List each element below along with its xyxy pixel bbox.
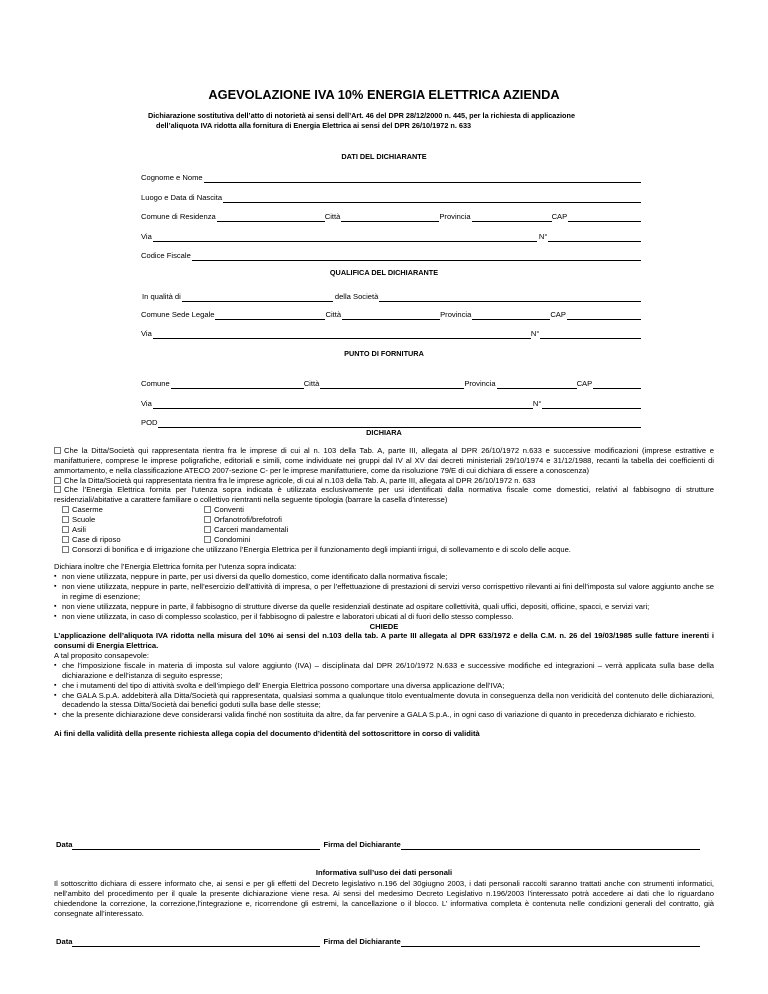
checkbox[interactable] — [204, 516, 211, 523]
allega-text: Ai fini della validità della presente richiesta allega copia del documento d’identità del sottoscrittore in corso di validità — [54, 729, 480, 739]
pod-field[interactable] — [141, 417, 641, 428]
checkbox[interactable] — [62, 546, 69, 553]
section-qualifica: QUALIFICA DEL DICHIARANTE — [329, 268, 439, 277]
dichiara-item-3: Che l’Energia Elettrica fornita per l’utenza sopra indicata è utilizzata esclusivamente per usi identificati dalla normativa fiscale come domestici, relativi al fabbisogno di strutture residenziali/abitative a carattere familiare o collettivo rientranti nella seguente tipologia (barrare la casella d’interesse) — [54, 485, 714, 505]
dichiara-block — [54, 446, 714, 739]
checkbox[interactable] — [62, 506, 69, 513]
via-residenza-row[interactable] — [141, 231, 641, 242]
chiede-bullet: ▪ che la presente dichiarazione deve considerarsi valida finché non sostituita da altre, da far pervenire a GALA S.p.A., in ogni caso di variazione di quanto in precedenza dichiarato e richiesto. — [54, 710, 714, 720]
signature-row-1[interactable] — [56, 839, 700, 850]
dichiara-item-2: Che la Ditta/Società qui rappresentata rientra fra le imprese agricole, di cui al n.103 della Tab. A, parte III, allegata al DPR 26/10/1972 n. 633 — [54, 476, 714, 486]
signature-row-2[interactable] — [56, 936, 700, 947]
inoltre-bullet: ▪ non viene utilizzata, in caso di complesso scolastico, per il fabbisogno di palestre e laboratori ubicati al di fuori dello stesso complesso. — [54, 612, 714, 622]
in-qualita-label: In qualità di — [142, 292, 181, 302]
option-case-riposo: Case di riposo — [72, 534, 121, 544]
inoltre-bullet: ▪ non viene utilizzata, neppure in parte, nell’esercizio dell’attività di impresa, o per l’effettuazione di prestazioni di servizi verso corrispettivo rilevanti ai fini dell’imposta sul valore aggiunto anche se in regime di esenzione; — [54, 582, 714, 602]
provincia-label: Provincia — [464, 379, 496, 389]
numero-label: N° — [530, 329, 540, 339]
chiede-bullet: ▪ che i mutamenti del tipo di attività svolta e dell’impiego dell’ Energia Elettrica possono comportare una diversa applicazione dell’IVA; — [54, 681, 714, 691]
provincia-label: Provincia — [439, 212, 471, 222]
della-societa-label: della Società — [334, 292, 379, 302]
section-chiede: CHIEDE — [369, 621, 399, 631]
subtitle-line-1: Dichiarazione sostitutiva dell’atto di notorietà ai sensi dell’Art. 46 del DPR 28/12/2000 n. 445, per la richiesta di applicazione — [148, 111, 576, 120]
citta-label: Città — [325, 310, 342, 320]
chiede-bullet: ▪ che GALA S.p.A. addebiterà alla Ditta/Società qui rappresentata, qualsiasi somma a qualunque titolo eventualmente dovuta in conseguenza della non veridicità del contenuto delle dichiarazioni, decadendo la stessa Ditta/Società dai benefici goduti sulla base delle stesse; — [54, 691, 714, 711]
citta-label: Città — [324, 212, 341, 222]
checkbox[interactable] — [62, 536, 69, 543]
document-title: AGEVOLAZIONE IVA 10% ENERGIA ELETTRICA AZIENDA — [208, 87, 560, 102]
pod-label: POD — [141, 418, 158, 428]
citta-label: Città — [303, 379, 320, 389]
inoltre-bullet: ▪ non viene utilizzata, neppure in parte, per usi diversi da quello domestico, come identificato dalla normativa fiscale; — [54, 572, 714, 582]
checkbox[interactable] — [62, 526, 69, 533]
data-label: Data — [56, 937, 73, 947]
option-condomini: Condomini — [214, 534, 251, 544]
section-fornitura: PUNTO DI FORNITURA — [344, 349, 424, 358]
checkbox[interactable] — [204, 506, 211, 513]
provincia-label: Provincia — [440, 310, 472, 320]
option-conventi: Conventi — [214, 505, 244, 515]
dichiara-item-1: Che la Ditta/Società qui rappresentata rientra fra le imprese di cui al n. 103 della Tab. A, parte III, allegata al DPR 26/10/1972 n.633 e successive modificazioni (imprese estrattive e manifatturiere, comprese le imprese poligrafiche, editoriali e simili, come individuate nei gruppi dal IV al XV dai decreti ministeriali 29/10/1974 e 31/12/1988, recanti la tabella dei coefficienti di ammortamento, e nella classificazione ATECO 2007-sezione C- per le imprese manifatturiere, come da risoluzione 79/E di cui dichiara di essere a conoscenza) — [54, 446, 714, 475]
via-label: Via — [141, 399, 152, 409]
section-dichiarante: DATI DEL DICHIARANTE — [341, 152, 427, 161]
checkbox[interactable] — [62, 516, 69, 523]
inoltre-bullet: ▪ non viene utilizzata, neppure in parte, il fabbisogno di strutture diverse da quelle residenziali destinate ad ospitare collettività, quali uffici, depositi, officine, spacci, e servizi vari; — [54, 602, 714, 612]
luogo-data-label: Luogo e Data di Nascita — [141, 193, 223, 203]
section-dichiara: DICHIARA — [366, 428, 402, 437]
numero-label: N° — [538, 232, 548, 242]
chiede-text: L’applicazione dell’aliquota IVA ridotta nella misura del 10% ai sensi del n.103 della tab. A parte III allegata al DPR 633/1972 e della C.M. n. 26 del 19/03/1985 sulle fatture inerenti i consumi di Energia Elettrica. — [54, 631, 714, 651]
consorzi-item: Consorzi di bonifica e di irrigazione che utilizzano l’Energia Elettrica per il funzionamento degli impianti irrigui, di sollevamento e di scolo delle acque. — [54, 545, 714, 555]
comune-label: Comune — [141, 379, 170, 389]
via-sede-row[interactable] — [141, 328, 641, 339]
firma-label: Firma del Dichiarante — [323, 840, 401, 850]
cap-label: CAP — [576, 379, 593, 389]
via-label: Via — [141, 329, 152, 339]
qualifica-row[interactable] — [141, 291, 641, 302]
chiede-intro: A tal proposito consapevole: — [54, 651, 149, 661]
checkbox[interactable] — [54, 477, 61, 484]
cap-label: CAP — [550, 310, 566, 320]
option-row — [54, 505, 714, 515]
cognome-nome-label: Cognome e Nome — [141, 173, 203, 183]
codice-fiscale-label: Codice Fiscale — [141, 251, 191, 261]
data-label: Data — [56, 840, 73, 850]
checkbox[interactable] — [54, 486, 61, 493]
checkbox[interactable] — [54, 447, 61, 454]
option-row — [54, 515, 714, 525]
inoltre-intro: Dichiara inoltre che l’Energia Elettrica fornita per l’utenza sopra indicata: — [54, 562, 297, 572]
sede-legale-row[interactable] — [141, 309, 641, 320]
option-carceri: Carceri mandamentali — [214, 524, 289, 534]
comune-residenza-label: Comune di Residenza — [141, 212, 216, 222]
option-row — [54, 535, 714, 545]
option-caserme: Caserme — [72, 505, 103, 515]
option-scuole: Scuole — [72, 515, 96, 525]
residenza-row[interactable] — [141, 211, 641, 222]
checkbox[interactable] — [204, 536, 211, 543]
fornitura-via-row[interactable] — [141, 398, 641, 409]
option-orfanotrofi: Orfanotrofi/brefotrofi — [214, 515, 282, 525]
checkbox[interactable] — [204, 526, 211, 533]
privacy-title: Informativa sull’uso dei dati personali — [315, 868, 453, 877]
codice-fiscale-field[interactable] — [141, 250, 641, 261]
option-asili: Asili — [72, 524, 86, 534]
chiede-bullet: ▪ che l’imposizione fiscale in materia di imposta sul valore aggiunto (IVA) – disciplinata dal DPR 26/10/1972 N.633 e successive modifiche ed integrazioni – verrà applicata sulla base della dichiarazione e dell’istanza di seguito espresse; — [54, 661, 714, 681]
subtitle-line-2: dell’aliquota IVA ridotta alla fornitura di Energia Elettrica ai sensi del DPR 26/10/1972 n. 633 — [156, 120, 472, 130]
comune-sede-label: Comune Sede Legale — [141, 310, 215, 320]
privacy-text: Il sottoscritto dichiara di essere informato che, ai sensi e per gli effetti del Decreto legislativo n.196 del 30giugno 2003, i dati personali raccolti saranno trattati anche con strumenti informatici, nell’ambito del procedimento per il quale la presente dichiarazione viene resa. Ai sensi del medesimo Decreto Legislativo n.196/2003 l’interessato potrà accedere ai dati che lo riguardano chiedendone la correzione, la correzione,l’integrazione e, ricorrendone gli estremi, la cancellazione o il blocco. L’ informativa completa è contenuta nelle condizioni generali del contratto, già consegnate all’interessato. — [54, 879, 714, 918]
numero-label: N° — [532, 399, 542, 409]
firma-label: Firma del Dichiarante — [323, 937, 401, 947]
subtitle — [148, 111, 668, 131]
via-label: Via — [141, 232, 152, 242]
option-row — [54, 525, 714, 535]
luogo-data-field[interactable] — [141, 192, 641, 203]
cap-label: CAP — [551, 212, 568, 222]
cognome-nome-field[interactable] — [141, 172, 641, 183]
fornitura-comune-row[interactable] — [141, 378, 641, 389]
